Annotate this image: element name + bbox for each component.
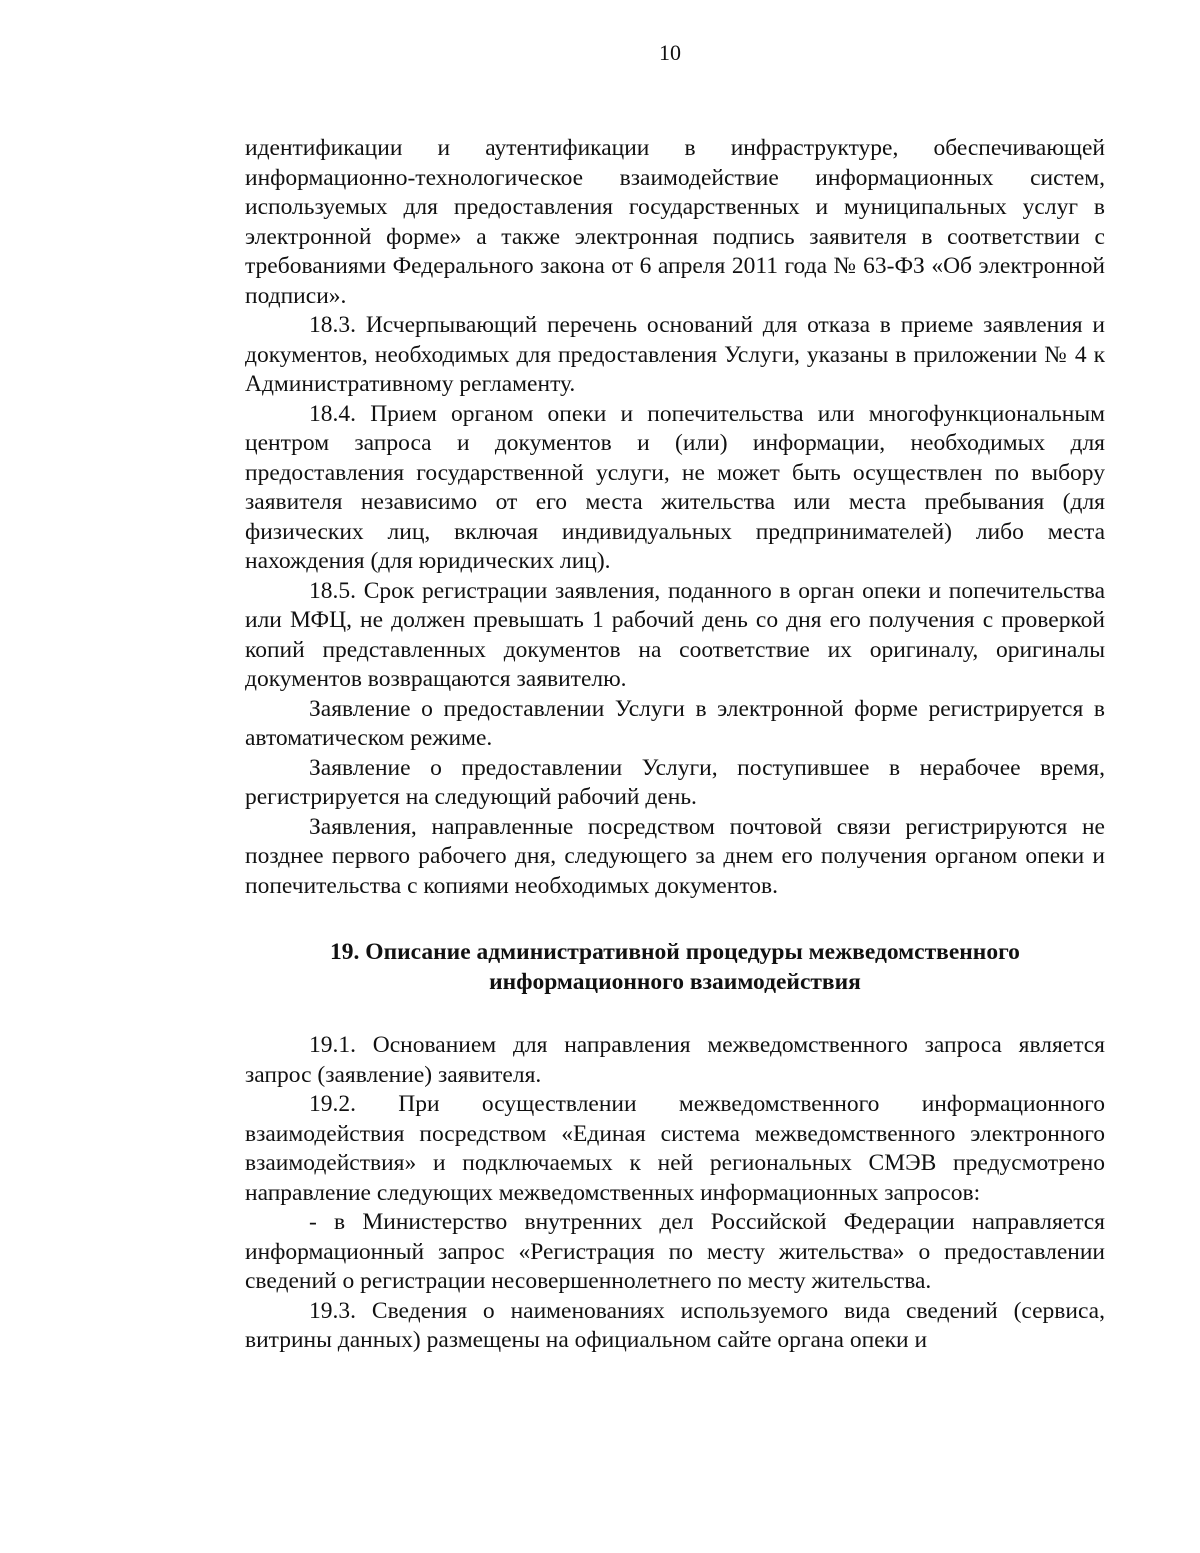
- paragraph-18-5: 18.5. Срок регистрации заявления, поданного в орган опеки и попечительства или МФЦ, не должен превышать 1 рабочий день со дня его получения с проверкой копий представленных документов на соответствие их оригиналу, оригиналы документов возвращаются заявителю.: [245, 577, 1105, 692]
- paragraph-postal-registration: Заявления, направленные посредством почтовой связи регистрируются не позднее первого рабочего дня, следующего за днем его получения органом опеки и попечительства с копиями необходимых документов.: [245, 813, 1105, 899]
- section-19-text: [245, 1031, 1105, 1356]
- document-body: [245, 134, 1105, 1356]
- paragraph-nonworking-time: Заявление о предоставлении Услуги, поступившее в нерабочее время, регистрируется на следующий рабочий день.: [245, 754, 1105, 810]
- paragraph-continuation: идентификации и аутентификации в инфраструктуре, обеспечивающей информационно-технологическое взаимодействие информационных систем, используемых для предоставления государственных и муниципальных услуг в электронной форме» а также электронная подпись заявителя в соответствии с требованиями Федерального закона от 6 апреля 2011 года № 63-ФЗ «Об электронной подписи».: [245, 135, 1105, 309]
- section-19-heading-line2: информационного взаимодействия: [489, 969, 861, 995]
- paragraph-18-3: 18.3. Исчерпывающий перечень оснований для отказа в приеме заявления и документов, необходимых для предоставления Услуги, указаны в приложении № 4 к Административному регламенту.: [245, 312, 1105, 397]
- section-19-heading: [245, 937, 1105, 997]
- paragraph-18-4: 18.4. Прием органом опеки и попечительства или многофункциональным центром запроса и документов и (или) информации, необходимых для предоставления государственной услуги, не может быть осуществлен по выбору заявителя независимо от его места жительства или места пребывания (для физических лиц, включая индивидуальных предпринимателей) либо места нахождения (для юридических лиц).: [245, 400, 1105, 574]
- section-18-text: [245, 134, 1105, 901]
- paragraph-electronic-registration: Заявление о предоставлении Услуги в электронной форме регистрируется в автоматическом режиме.: [245, 695, 1105, 751]
- paragraph-19-3: 19.3. Сведения о наименованиях используемого вида сведений (сервиса, витрины данных) размещены на официальном сайте органа опеки и: [245, 1297, 1105, 1353]
- paragraph-19-2: 19.2. При осуществлении межведомственного информационного взаимодействия посредством «Единая система межведомственного электронного взаимодействия» и подключаемых к ней региональных СМЭВ предусмотрено направление следующих межведомственных информационных запросов:: [245, 1091, 1105, 1206]
- page-number: 10: [659, 40, 681, 65]
- section-19-heading-line1: 19. Описание административной процедуры межведомственного: [330, 939, 1020, 965]
- paragraph-19-1: 19.1. Основанием для направления межведомственного запроса является запрос (заявление) заявителя.: [245, 1032, 1105, 1088]
- paragraph-mvd-request: - в Министерство внутренних дел Российской Федерации направляется информационный запрос «Регистрация по месту жительства» о предоставлении сведений о регистрации несовершеннолетнего по месту жительства.: [245, 1209, 1105, 1294]
